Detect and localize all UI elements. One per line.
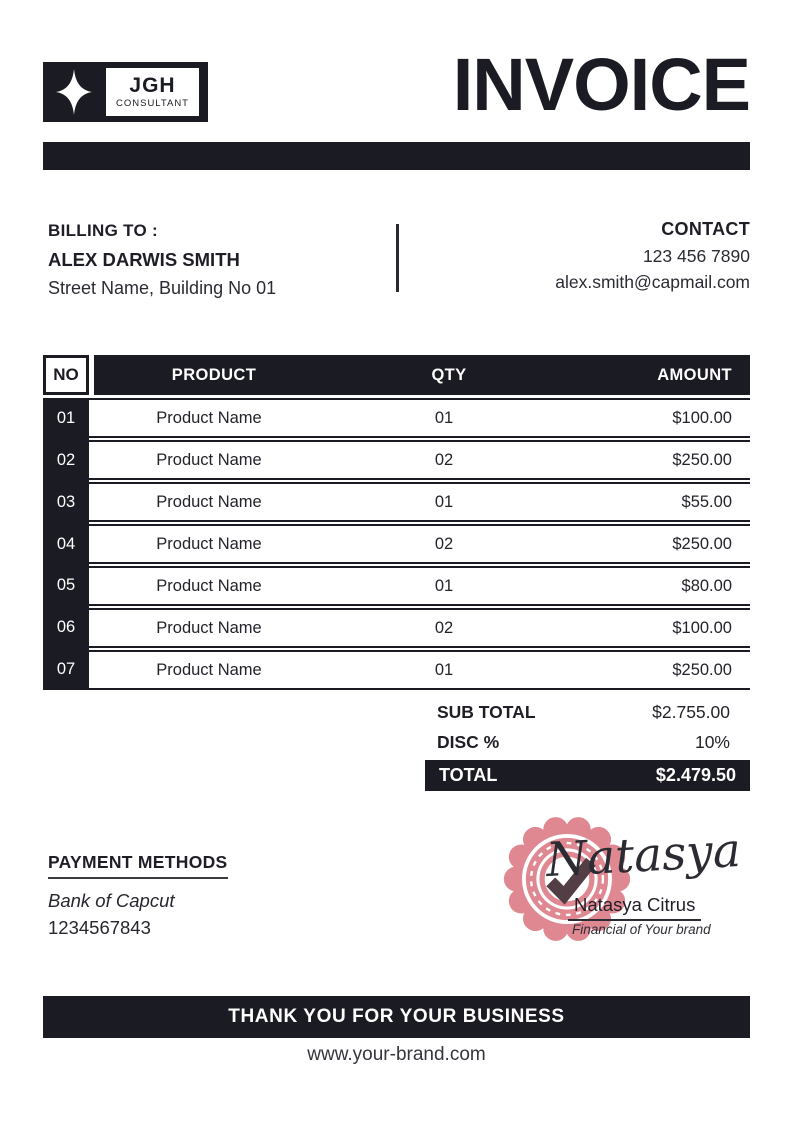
cell-amount: $80.00: [681, 576, 732, 595]
table-header-amount: AMOUNT: [657, 365, 732, 384]
row-number: 05: [56, 576, 76, 595]
table-row: [89, 440, 750, 480]
thank-you-bar: [43, 996, 750, 1038]
cell-amount: $250.00: [672, 660, 732, 679]
cell-product: Product Name: [156, 618, 262, 637]
cell-product: Product Name: [156, 534, 262, 553]
sparkle-icon: [43, 69, 105, 115]
subtotal-value: $2.755.00: [652, 701, 730, 722]
totals-section: [425, 697, 750, 791]
subtotal-label: SUB TOTAL: [437, 701, 536, 722]
cell-product: Product Name: [156, 450, 262, 469]
table-header-bar: [94, 355, 750, 395]
row-number: 01: [56, 409, 76, 428]
payment-section: [48, 852, 228, 939]
signature-section: [480, 812, 765, 952]
total-label: TOTAL: [439, 765, 498, 785]
cell-product: Product Name: [156, 408, 262, 427]
billing-heading: BILLING TO :: [48, 221, 158, 240]
table-row: [89, 398, 750, 438]
table-header-qty: QTY: [431, 365, 467, 384]
cell-qty: 02: [434, 450, 454, 469]
row-number: 07: [56, 659, 76, 678]
signatory-name: Natasya Citrus: [568, 894, 701, 921]
payment-bank-name: Bank of Capcut: [48, 890, 175, 911]
billing-name: ALEX DARWIS SMITH: [48, 249, 240, 270]
cell-qty: 01: [434, 660, 454, 679]
table-row: [89, 650, 750, 690]
total-row: [425, 760, 750, 791]
cell-product: Product Name: [156, 576, 262, 595]
table-header-product: PRODUCT: [171, 365, 257, 384]
contact-phone: 123 456 7890: [642, 246, 750, 266]
table-row: [89, 482, 750, 522]
payment-heading: PAYMENT METHODS: [48, 852, 228, 879]
cell-product: Product Name: [156, 660, 262, 679]
table-header-no: NO: [43, 355, 89, 395]
cell-amount: $250.00: [672, 534, 732, 553]
thank-you-text: THANK YOU FOR YOUR BUSINESS: [228, 1006, 565, 1027]
cell-product: Product Name: [156, 492, 262, 511]
table-row: [89, 524, 750, 564]
logo-brand-text: JGH: [129, 74, 176, 97]
header-divider-bar: [43, 142, 750, 170]
logo-block: [43, 62, 208, 122]
cell-qty: 01: [434, 408, 454, 427]
items-table: [43, 355, 750, 690]
row-number: 03: [56, 492, 76, 511]
table-body: [43, 398, 750, 690]
row-number: 04: [56, 534, 76, 553]
cell-amount: $100.00: [672, 408, 732, 427]
row-number: 02: [56, 451, 76, 470]
website-url: www.your-brand.com: [307, 1044, 486, 1065]
billing-address: Street Name, Building No 01: [48, 278, 277, 298]
signature-script: Natasya: [544, 822, 743, 889]
cell-qty: 01: [434, 576, 454, 595]
cell-qty: 02: [434, 618, 454, 637]
contact-email: alex.smith@capmail.com: [555, 272, 750, 292]
cell-qty: 01: [434, 492, 454, 511]
cell-qty: 02: [434, 534, 454, 553]
row-number: 06: [56, 617, 76, 636]
billing-contact-divider-line: [396, 224, 399, 292]
payment-account-number: 1234567843: [48, 917, 151, 938]
subtotal-row: [425, 697, 750, 727]
table-header-row: [43, 355, 750, 395]
billing-section: [48, 221, 276, 299]
signatory-role: Financial of Your brand: [572, 922, 711, 937]
contact-section: [555, 219, 750, 293]
page-title: INVOICE: [452, 43, 750, 126]
logo-name-box: [105, 67, 200, 117]
logo-subtitle-text: CONSULTANT: [116, 98, 189, 109]
contact-heading: CONTACT: [661, 219, 750, 239]
cell-amount: $55.00: [681, 492, 732, 511]
table-row: [89, 566, 750, 606]
discount-label: DISC %: [437, 731, 500, 752]
row-number-strip: [43, 398, 89, 690]
cell-amount: $100.00: [672, 618, 732, 637]
discount-row: [425, 727, 750, 757]
cell-amount: $250.00: [672, 450, 732, 469]
discount-value: 10%: [694, 731, 730, 752]
table-row: [89, 608, 750, 648]
total-value: $2.479.50: [655, 765, 736, 785]
